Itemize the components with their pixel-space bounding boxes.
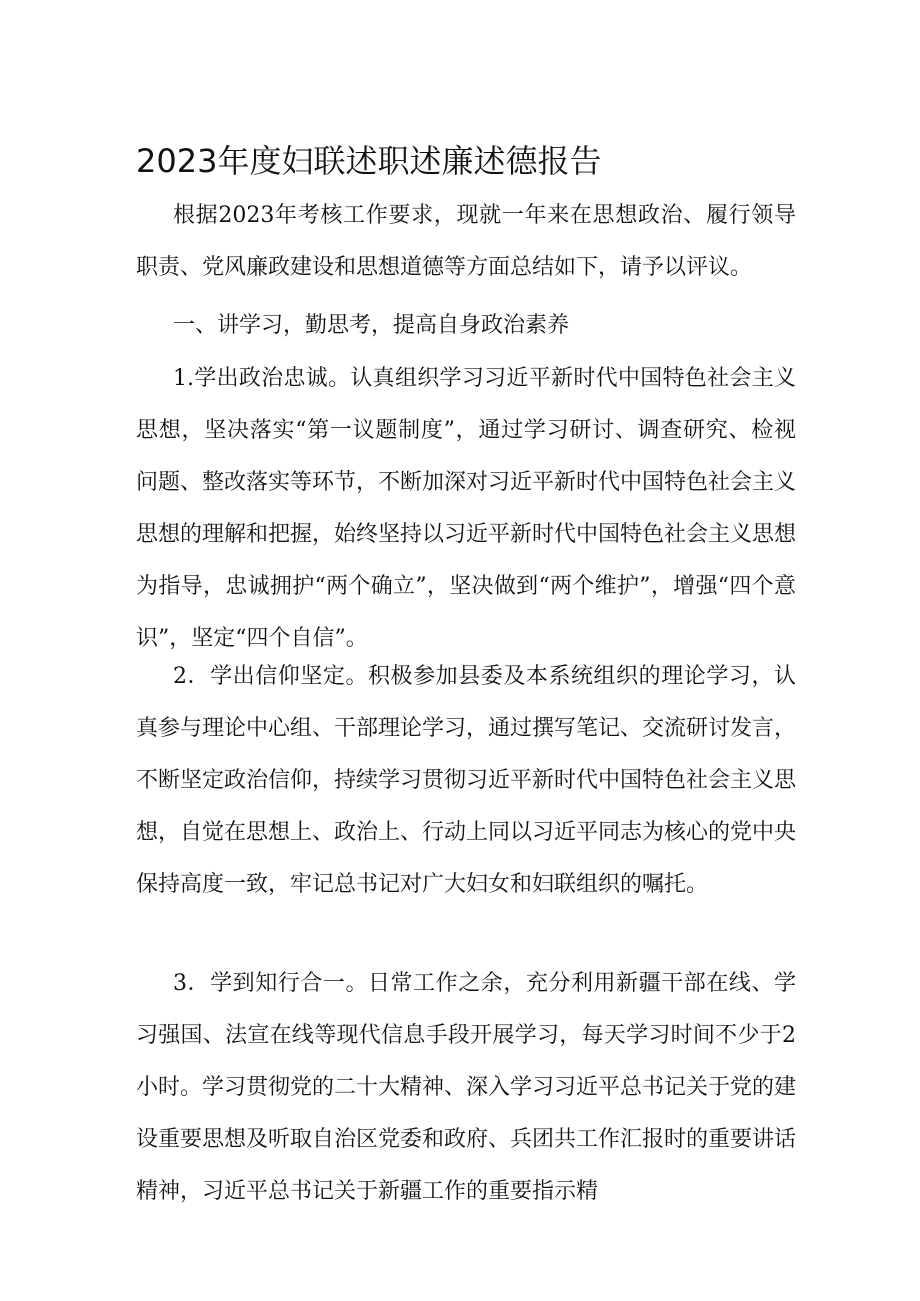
intro-paragraph: 根据2023年考核工作要求，现就一年来在思想政治、履行领导职责、党风廉政建设和思想道德等方面总结如下，请予以评议。 (136, 203, 796, 280)
document-title: 2023年度妇联述职述廉述德报告 (136, 142, 602, 180)
paragraph-item-3: 3．学到知行合一。日常工作之余，充分利用新疆干部在线、学习强国、法宣在线等现代信息手段开展学习，每天学习时间不少于2小时。学习贯彻党的二十大精神、深入学习习近平总书记关于党的建设重要思想及听取自治区党委和政府、兵团共工作汇报时的重要讲话精神，习近平总书记关于新疆工作的重要指示精 (136, 971, 796, 1204)
section-heading-1: 一、讲学习，勤思考，提高自身政治素养 (173, 313, 570, 338)
paragraph-item-2: 2．学出信仰坚定。积极参加县委及本系统组织的理论学习，认真参与理论中心组、干部理论学习，通过撰写笔记、交流研讨发言，不断坚定政治信仰，持续学习贯彻习近平新时代中国特色社会主义思想，自觉在思想上、政治上、行动上同以习近平同志为核心的党中央保持高度一致，牢记总书记对广大妇女和妇联组织的嘱托。 (136, 664, 797, 897)
paragraph-item-1: 1.学出政治忠诚。认真组织学习习近平新时代中国特色社会主义思想，坚决落实“第一议题制度”，通过学习研讨、调查研究、检视问题、整改落实等环节，不断加深对习近平新时代中国特色社会主义思想的理解和把握，始终坚持以习近平新时代中国特色社会主义思想为指导，忠诚拥护“两个确立”，坚决做到“两个维护”，增强“四个意识”，坚定“四个自信”。 (136, 366, 797, 651)
